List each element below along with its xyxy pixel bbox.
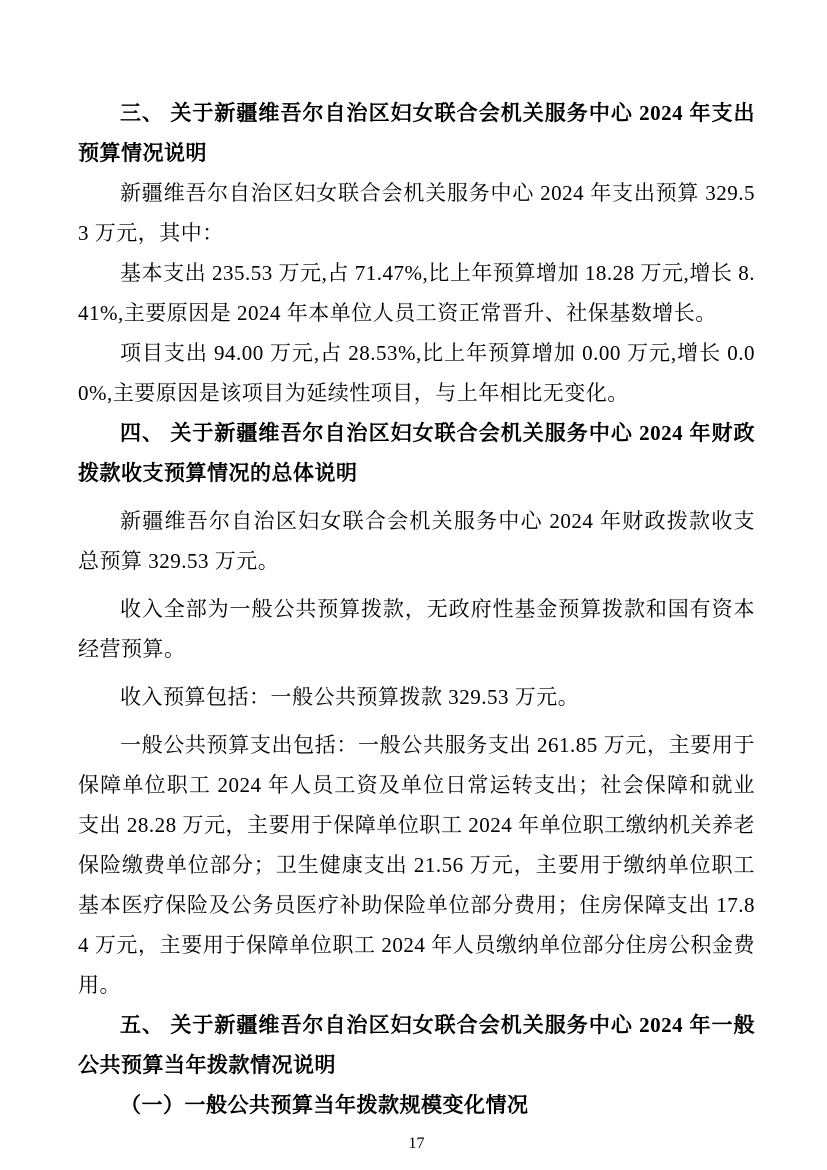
section-heading-five-general-public-budget: 五、 关于新疆维吾尔自治区妇女联合会机关服务中心 2024 年一般公共预算当年拨款情况说明 — [78, 1013, 755, 1077]
paragraph-general-public-budget-expenditure-detail: 一般公共预算支出包括：一般公共服务支出 261.85 万元，主要用于保障单位职工 2024 年人员工资及单位日常运转支出；社会保障和就业支出 28.28 万元，主要用于保障单位职工 2024 年单位职工缴纳机关养老保险缴费单位部分；卫生健康支出 21.56 万元，主要用于缴纳单位职工基本医疗保险及公务员医疗补助保险单位部分费用；住房保障支出 17.84 万元，主要用于保障单位职工 2024 年人员缴纳单位部分住房公积金费用。 — [78, 733, 755, 997]
paragraph-project-expenditure: 项目支出 94.00 万元,占 28.53%,比上年预算增加 0.00 万元,增长 0.00%,主要原因是该项目为延续性项目，与上年相比无变化。 — [78, 341, 755, 405]
paragraph-income-budget: 收入预算包括：一般公共预算拨款 329.53 万元。 — [120, 685, 580, 709]
section-heading-four-fiscal-appropriation: 四、 关于新疆维吾尔自治区妇女联合会机关服务中心 2024 年财政拨款收支预算情况的总体说明 — [78, 421, 755, 485]
page-number: 17 — [408, 1135, 425, 1152]
paragraph-income-source: 收入全部为一般公共预算拨款，无政府性基金预算拨款和国有资本经营预算。 — [78, 597, 755, 661]
section-heading-three-expenditure-budget: 三、 关于新疆维吾尔自治区妇女联合会机关服务中心 2024 年支出预算情况说明 — [78, 101, 755, 165]
subsection-heading-one-appropriation-scale-change: （一）一般公共预算当年拨款规模变化情况 — [120, 1093, 529, 1117]
page-footer — [78, 1129, 755, 1154]
paragraph-basic-expenditure: 基本支出 235.53 万元,占 71.47%,比上年预算增加 18.28 万元,增长 8.41%,主要原因是 2024 年本单位人员工资正常晋升、社保基数增长。 — [78, 261, 755, 325]
paragraph-fiscal-total-budget: 新疆维吾尔自治区妇女联合会机关服务中心 2024 年财政拨款收支总预算 329.53 万元。 — [78, 509, 755, 573]
paragraph-total-expenditure: 新疆维吾尔自治区妇女联合会机关服务中心 2024 年支出预算 329.53 万元，其中： — [78, 181, 755, 245]
